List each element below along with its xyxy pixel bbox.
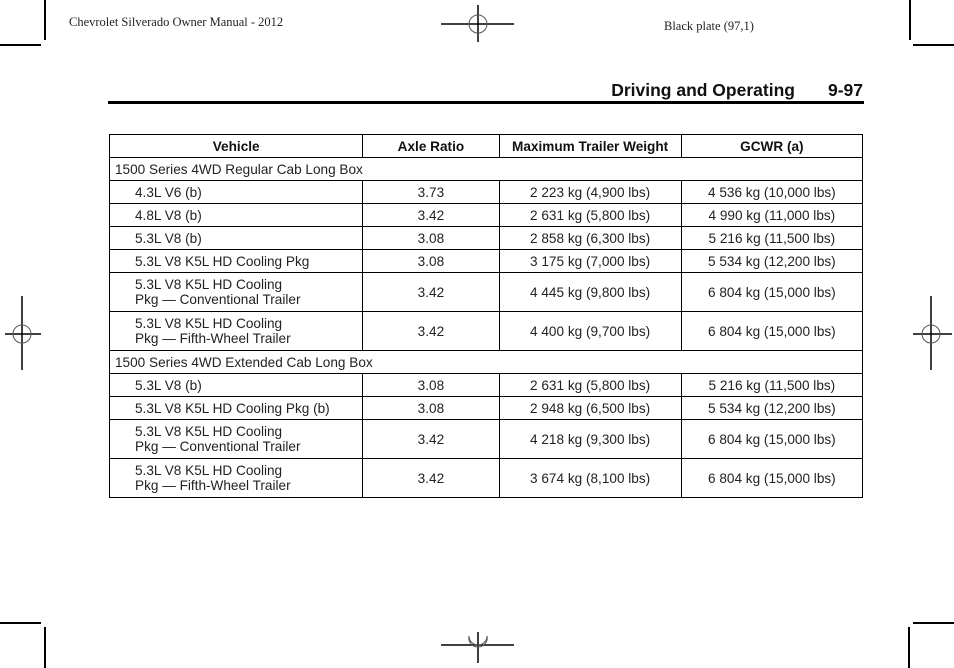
vehicle-line: 5.3L V8 K5L HD Cooling [135,277,283,292]
gcwr-cell: 5 534 kg (12,200 lbs) [681,250,862,273]
group-row [110,158,863,181]
axle-ratio-cell: 3.08 [363,397,499,420]
table-row [110,312,863,351]
trailer-weight-table [109,134,863,498]
vehicle-cell [110,273,363,312]
vehicle-cell: 4.3L V6 (b) [110,181,363,204]
crop-mark-line [913,44,954,46]
section-header [611,80,863,101]
gcwr-cell: 6 804 kg (15,000 lbs) [681,312,862,351]
column-header-axle-ratio: Axle Ratio [363,135,499,158]
table-row [110,227,863,250]
table-row [110,250,863,273]
table-row [110,204,863,227]
vehicle-cell: 5.3L V8 (b) [110,374,363,397]
trailer-weight-cell: 3 175 kg (7,000 lbs) [499,250,681,273]
vehicle-line: Pkg — Fifth-Wheel Trailer [135,478,291,493]
table-row [110,374,863,397]
vehicle-cell [110,420,363,459]
crop-mark-line [0,622,41,624]
gcwr-cell: 6 804 kg (15,000 lbs) [681,273,862,312]
trailer-weight-cell: 2 223 kg (4,900 lbs) [499,181,681,204]
gcwr-cell: 6 804 kg (15,000 lbs) [681,459,862,498]
vehicle-line: 5.3L V8 K5L HD Cooling [135,424,283,439]
gcwr-cell: 5 534 kg (12,200 lbs) [681,397,862,420]
crop-mark-line [909,0,911,40]
vehicle-line: Pkg — Conventional Trailer [135,439,301,454]
vehicle-line: Pkg — Conventional Trailer [135,292,301,307]
table-header-row [110,135,863,158]
vehicle-cell [110,459,363,498]
column-header-vehicle: Vehicle [110,135,363,158]
vehicle-line: 5.3L V8 K5L HD Cooling [135,316,283,331]
vehicle-cell [110,312,363,351]
header-rule [108,101,864,104]
table-row [110,181,863,204]
gcwr-cell: 5 216 kg (11,500 lbs) [681,227,862,250]
vehicle-line: 5.3L V8 K5L HD Cooling [135,463,283,478]
trailer-weight-cell: 4 218 kg (9,300 lbs) [499,420,681,459]
axle-ratio-cell: 3.42 [363,204,499,227]
crop-mark-line [913,622,954,624]
group-title: 1500 Series 4WD Regular Cab Long Box [110,158,863,181]
gcwr-cell: 6 804 kg (15,000 lbs) [681,420,862,459]
column-header-gcwr: GCWR (a) [681,135,862,158]
page-number: 9-97 [827,80,863,100]
vehicle-line: Pkg — Fifth-Wheel Trailer [135,331,291,346]
registration-mark-top-icon [441,2,515,42]
vehicle-cell: 5.3L V8 K5L HD Cooling Pkg [110,250,363,273]
trailer-weight-cell: 2 631 kg (5,800 lbs) [499,374,681,397]
crop-mark-line [0,44,41,46]
trailer-weight-cell: 3 674 kg (8,100 lbs) [499,459,681,498]
trailer-weight-cell: 4 445 kg (9,800 lbs) [499,273,681,312]
trailer-weight-cell: 4 400 kg (9,700 lbs) [499,312,681,351]
running-head-left: Chevrolet Silverado Owner Manual - 2012 [69,15,284,29]
axle-ratio-cell: 3.73 [363,181,499,204]
trailer-weight-cell: 2 948 kg (6,500 lbs) [499,397,681,420]
table-row [110,420,863,459]
crop-mark-line [44,627,46,668]
axle-ratio-cell: 3.08 [363,227,499,250]
gcwr-cell: 5 216 kg (11,500 lbs) [681,374,862,397]
axle-ratio-cell: 3.42 [363,312,499,351]
registration-mark-left-icon [2,296,42,372]
registration-mark-right-icon [912,296,952,372]
crop-mark-line [908,627,910,668]
axle-ratio-cell: 3.42 [363,273,499,312]
section-title: Driving and Operating [611,80,795,100]
table-row [110,459,863,498]
trailer-weight-cell: 2 858 kg (6,300 lbs) [499,227,681,250]
axle-ratio-cell: 3.08 [363,374,499,397]
running-head-right: Black plate (97,1) [664,19,754,33]
crop-mark-line [44,0,46,40]
gcwr-cell: 4 536 kg (10,000 lbs) [681,181,862,204]
registration-mark-bottom-icon [441,630,515,668]
gcwr-cell: 4 990 kg (11,000 lbs) [681,204,862,227]
table-row [110,397,863,420]
group-title: 1500 Series 4WD Extended Cab Long Box [110,351,863,374]
axle-ratio-cell: 3.42 [363,420,499,459]
trailer-weight-cell: 2 631 kg (5,800 lbs) [499,204,681,227]
vehicle-cell: 4.8L V8 (b) [110,204,363,227]
group-row [110,351,863,374]
vehicle-cell: 5.3L V8 K5L HD Cooling Pkg (b) [110,397,363,420]
axle-ratio-cell: 3.08 [363,250,499,273]
axle-ratio-cell: 3.42 [363,459,499,498]
table-row [110,273,863,312]
column-header-max-trailer-weight: Maximum Trailer Weight [499,135,681,158]
vehicle-cell: 5.3L V8 (b) [110,227,363,250]
